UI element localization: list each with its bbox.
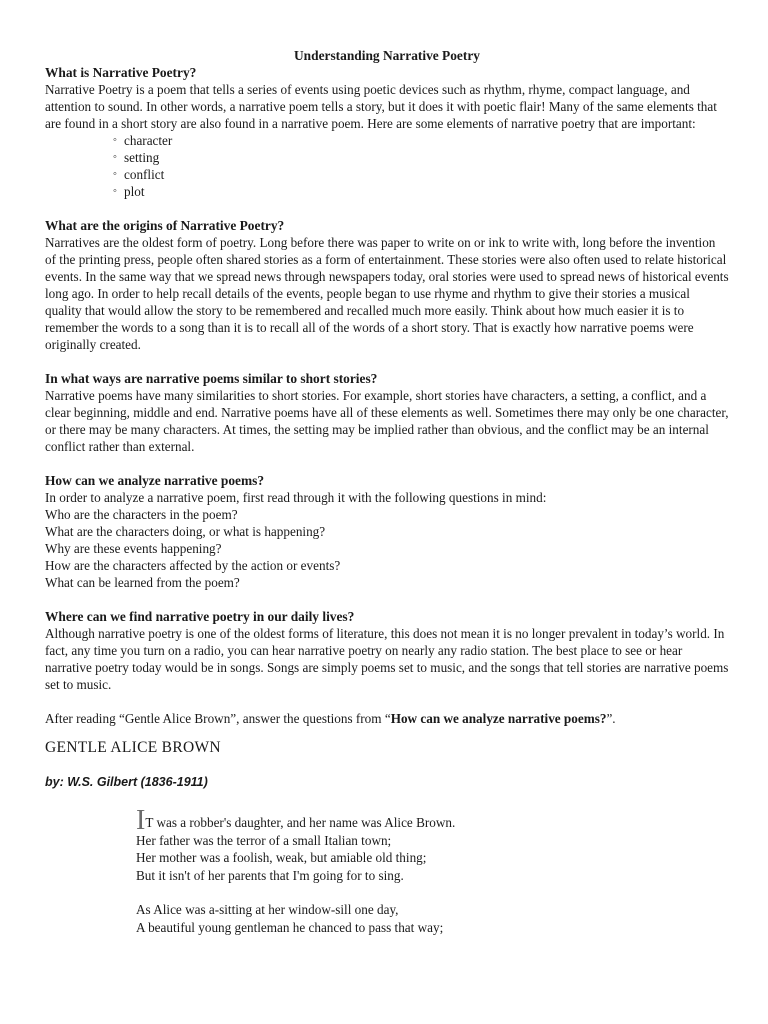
question-line: What can be learned from the poem?	[45, 575, 240, 590]
question-line: How are the characters affected by the action or events?	[45, 558, 341, 573]
bullet-icon: ◦	[113, 151, 117, 163]
spacer	[45, 455, 729, 472]
question-line: Why are these events happening?	[45, 541, 222, 556]
list-item: ◦ plot	[113, 184, 145, 199]
poem-line: A beautiful young gentleman he chanced to pass that way;	[136, 919, 444, 935]
poem-body	[136, 805, 729, 936]
bullet-icon: ◦	[113, 134, 117, 146]
page-title: Understanding Narrative Poetry	[294, 48, 480, 63]
elements-list	[45, 132, 729, 200]
heading-what-is: What is Narrative Poetry?	[45, 65, 197, 80]
document-page	[45, 47, 729, 936]
bullet-icon: ◦	[113, 168, 117, 180]
question-line: What are the characters doing, or what is happening?	[45, 524, 326, 539]
heading-analyze: How can we analyze narrative poems?	[45, 473, 265, 488]
poem-line: IT was a robber's daughter, and her name was Alice Brown.	[136, 805, 456, 836]
poem-line: But it isn't of her parents that I'm going for to sing.	[136, 867, 404, 883]
bold-reference: How can we analyze narrative poems?	[390, 711, 607, 726]
paragraph-daily: Although narrative poetry is one of the oldest forms of literature, this does not mean it is no longer prevalent in today’s world. In fact, any time you turn on a radio, you can hear narrative poetry on nearly any radio station. The best place to see or hear narrative poetry today would be in songs. Songs are simply poems set to music, and the songs that tell stories are narrative poems set to music.	[45, 626, 729, 692]
paragraph-what-is: Narrative Poetry is a poem that tells a series of events using poetic devices such as rhythm, rhyme, compact language, and attention to sound. In other words, a narrative poem tells a story, but it does it with poetic flair! Many of the same elements that are found in a short story are also found in a narrative poem. Here are some elements of narrative poetry that are important:	[45, 82, 717, 131]
spacer	[45, 353, 729, 370]
stanza-break	[136, 884, 729, 901]
heading-daily: Where can we find narrative poetry in our daily lives?	[45, 609, 355, 624]
heading-similar: In what ways are narrative poems similar to short stories?	[45, 371, 378, 386]
spacer	[45, 591, 729, 608]
list-item: ◦ conflict	[113, 167, 165, 182]
analyze-intro: In order to analyze a narrative poem, first read through it with the following questions in mind:	[45, 490, 547, 505]
spacer	[45, 200, 729, 217]
drop-cap: I	[136, 805, 146, 836]
poem-line: Her mother was a foolish, weak, but amiable old thing;	[136, 850, 427, 865]
list-item: ◦ setting	[113, 150, 160, 165]
list-item: ◦ character	[113, 133, 173, 148]
poem-title: GENTLE ALICE BROWN	[45, 739, 221, 756]
after-reading-instruction: After reading “Gentle Alice Brown”, answer the questions from “How can we analyze narrative poems?”.	[45, 711, 616, 726]
bullet-icon: ◦	[113, 185, 117, 197]
spacer	[45, 693, 729, 710]
paragraph-origins: Narratives are the oldest form of poetry. Long before there was paper to write on or ink to write with, long before the invention of the printing press, people often shared stories as a form of entertainment. These stories were also often used to relate historical events. In the same way that we spread news through newspapers today, oral stories were used to spread news of historical events long ago. In order to help recall details of the events, people began to use rhyme and rhythm to give their stories a musical quality that would allow the story to be remembered and recalled much more easily. Think about how much easier it is to remember the words to a song than it is to recall all of the words of a short story. That is exactly how narrative poems were originally created.	[45, 235, 729, 352]
poem-byline: by: W.S. Gilbert (1836-1911)	[45, 775, 208, 789]
poem-line: Her father was the terror of a small Italian town;	[136, 832, 392, 848]
paragraph-similar: Narrative poems have many similarities to short stories. For example, short stories have characters, a setting, a conflict, and a clear beginning, middle and end. Narrative poems have all of these elements as well. Sometimes there may only be one character, or there may be many characters. At times, the setting may be implied rather than obvious, and the conflict may be an internal conflict rather than external.	[45, 388, 729, 454]
heading-origins: What are the origins of Narrative Poetry?	[45, 218, 285, 233]
poem-line: As Alice was a-sitting at her window-sill one day,	[136, 902, 399, 917]
question-line: Who are the characters in the poem?	[45, 507, 238, 522]
